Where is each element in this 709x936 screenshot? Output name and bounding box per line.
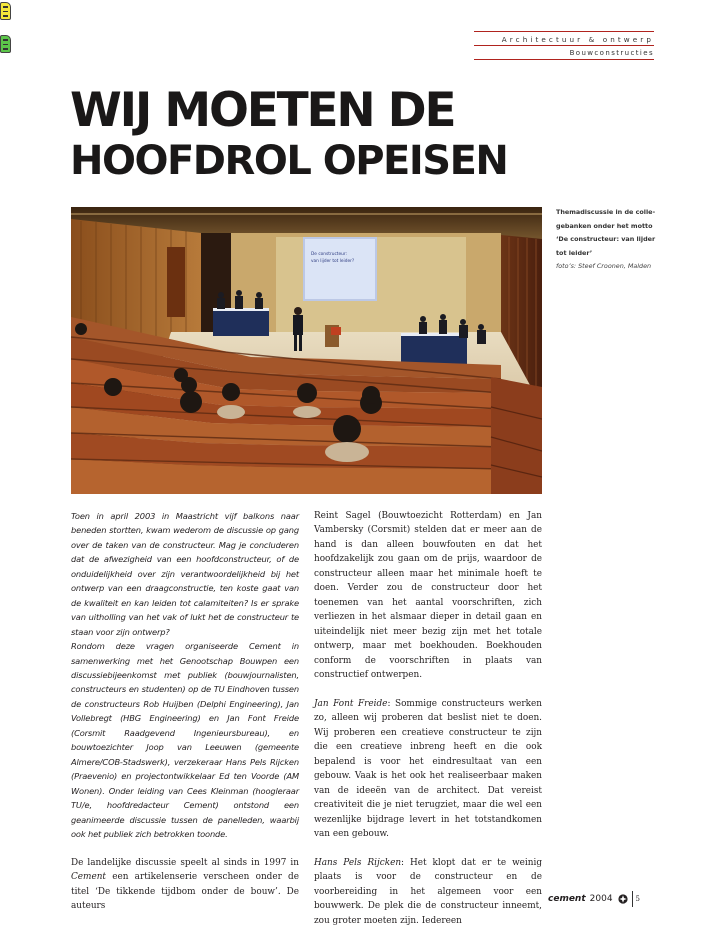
quote-paragraph [314, 697, 542, 842]
caption-line: ‘De constructeur: van lijder [556, 235, 656, 243]
section-title: Architectuur & ontwerp [501, 35, 654, 44]
speaker-name: Jan Font Freide [314, 698, 388, 709]
photo-credit: foto’s: Steef Croonen, Malden [556, 262, 652, 270]
screen-text-line-1: De constructeur: [311, 252, 347, 257]
body-text: De landelijke discussie speelt al sinds in 1997 in [71, 857, 299, 868]
magazine-name: Cement [71, 872, 106, 883]
article-column-right [314, 509, 542, 928]
quote-paragraph [314, 856, 542, 928]
page-footer [548, 891, 640, 907]
intro-paragraph: Toen in april 2003 in Maastricht vijf balkons naar beneden stortten, kwam wederom de discussie op gang over de taken van de constructeur. Mag je concluderen dat de afwezigheid van een hoofdconstructeur, of de onduidelijkheid over zijn verantwoordelijkheid bij het ontwerp van een draagconstructie, ten koste gaat van de kwaliteit en kan leiden tot calamiteiten? Is er sprake van uitholling van het vak of lukt het de constructeur te staan voor zijn ontwerp? [71, 511, 299, 637]
quote-text: : Het klopt dat er te weinig plaats is voor de constructeur en de voorbereiding in het algemeen voor een bouwwerk. De plek die de constructeur inneemt, zou groter moeten zijn. Iedereen [314, 857, 542, 926]
sticky-note-icon[interactable] [0, 35, 11, 53]
section-rule-top [474, 31, 654, 32]
magazine-brand: cement [548, 894, 586, 904]
footer-divider [632, 891, 633, 907]
quote-text: : Sommige constructeurs werken zo, alleen wij proberen dat beslist niet te doen. Wij proberen een creatieve constructeur te zijn die een creatieve inbreng heeft en die ook bepalend is voor het eindresultaat van een gebouw. Vaak is het ook het realiseerbaar maken van de ideeën van de architect. Dat vereist creativiteit die je niet terugziet, maar die wel een wezenlijke bijdrage levert in het totstandkomen van een gebouw. [314, 698, 543, 839]
headline-line-1: WIJ MOETEN DE [70, 83, 455, 138]
body-paragraph: Reint Sagel (Bouwtoezicht Rotterdam) en Jan Vambersky (Corsmit) stelden dat er meer aan de hand is dan alleen bouwfouten en dat het hoofdzakelijk zou gaan om de prijs, waardoor de constructeur alleen maar het minimale hoeft te doen. Verder zou de constructeur door het toenemen van het aantal voorschriften, zich verliezen in het alsmaar dieper in detail gaan en uiteindelijk niet meer bezig zijn met het totale ontwerp, maar met boekhouden. Boekhouden conform de voorschriften in plaats van constructief ontwerpen. [314, 511, 542, 680]
page-number: 5 [635, 895, 641, 903]
caption-line: Themadiscussie in de colle- [556, 208, 656, 216]
body-paragraph [71, 856, 299, 914]
caption-line: gebanken onder het motto [556, 221, 653, 230]
lecture-hall-photo [71, 207, 542, 494]
body-text: een artikelenserie verscheen onder de titel ‘De tikkende tijdbom onder de bouw’. De auteurs [71, 872, 299, 912]
photo-caption [556, 206, 666, 274]
headline [70, 84, 507, 184]
star-icon [618, 894, 628, 904]
article-column-left [71, 509, 299, 914]
section-rule-bottom [474, 59, 654, 60]
section-subtitle: Bouwconstructies [569, 49, 654, 57]
caption-line: tot leider’ [556, 248, 593, 257]
screen-text-line-2: van lijder tot leider? [311, 259, 355, 264]
lecture-hall-illustration [71, 207, 542, 494]
sticky-note-icon[interactable] [0, 2, 11, 20]
speaker-name: Hans Pels Rijcken [314, 857, 402, 868]
headline-line-2: HOOFDROL OPEISEN [70, 138, 508, 184]
intro-paragraph: Rondom deze vragen organiseerde Cement in samenwerking met het Genootschap Bouwpen een discussiebijeenkomst met publiek (bouwjournalisten, constructeurs en studenten) op de TU Eindhoven tussen de constructeurs Rob Huijben (Delphi Engineering), Jan Vollebregt (HBG Engineering) en Jan Font Freide (Corsmit Raadgevend Ingenieursbureau), en bouwtoezichter Joop van Leeuwen (gemeente Almere/COB-Stadswerk), verzekeraar Hans Pels Rijcken (Praevenio) en projectontwikkelaar Ed ten Voorde (AM Wonen). Onder leiding van Cees Kleinman (hoogleraar TU/e, hoofdredacteur Cement) ontstond een geanimeerde discussie tussen de panelleden, waarbij ook het publiek zich betrokken toonde. [71, 641, 299, 839]
section-rule-middle [474, 45, 654, 46]
issue-year: 2004 [589, 894, 613, 904]
